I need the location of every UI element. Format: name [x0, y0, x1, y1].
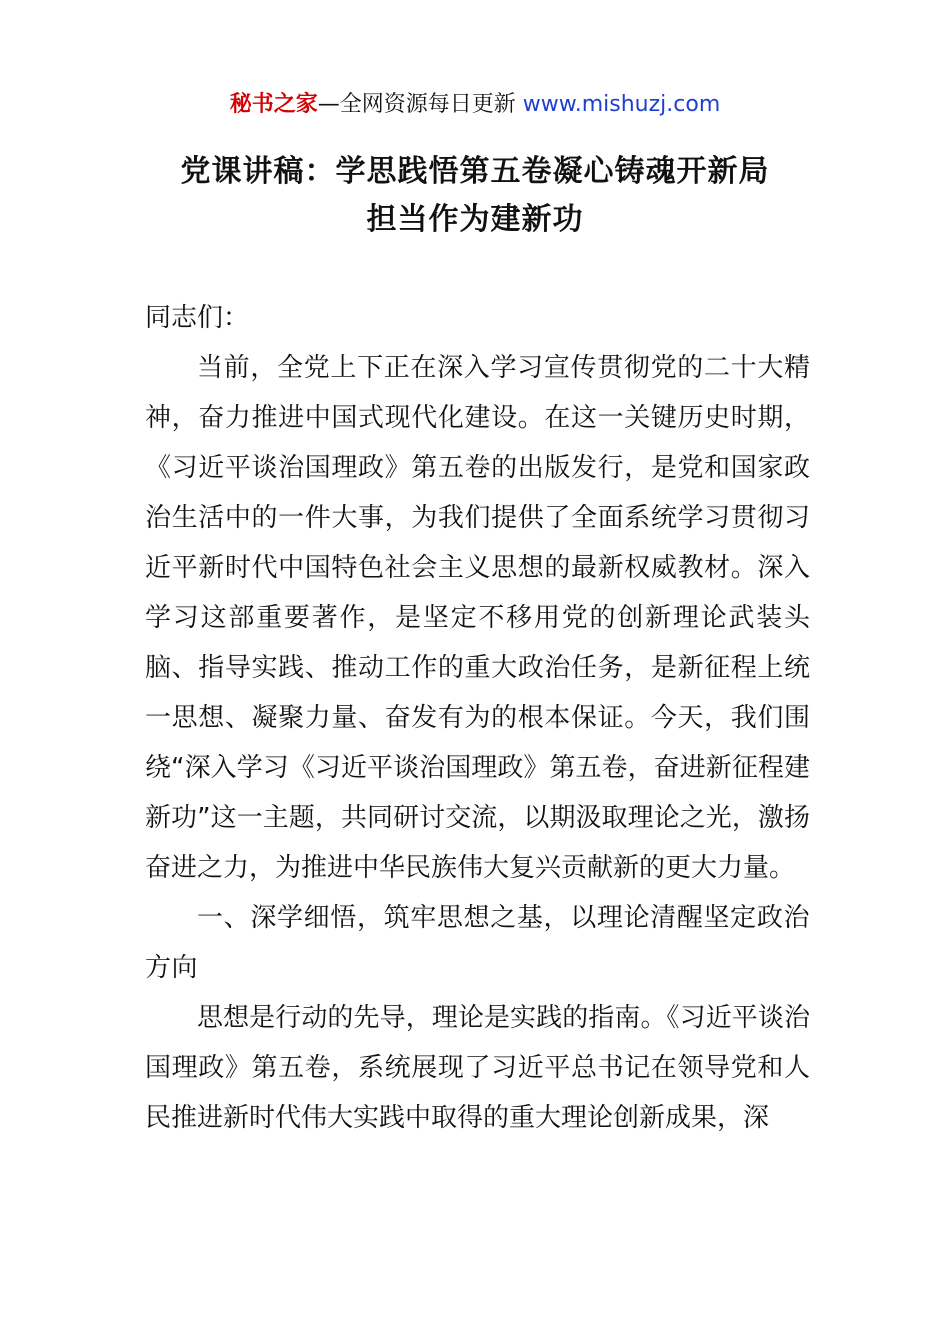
section-heading-1: 一、深学细悟，筑牢思想之基，以理论清醒坚定政治方向 [145, 903, 810, 983]
paragraph-intro: 当前，全党上下正在深入学习宣传贯彻党的二十大精神，奋力推进中国式现代化建设。在这一关键历史时期，《习近平谈治国理政》第五卷的出版发行，是党和国家政治生活中的一件大事，为我们提供了全面系统学习贯彻习近平新时代中国特色社会主义思想的最新权威教材。深入学习这部重要著作，是坚定不移用党的创新理论武装头脑、指导实践、推动工作的重大政治任务，是新征程上统一思想、凝聚力量、奋发有为的根本保证。今天，我们围绕“深入学习《习近平谈治国理政》第五卷，奋进新征程建新功”这一主题，共同研讨交流，以期汲取理论之光，激扬奋进之力，为推进中华民族伟大复兴贡献新的更大力量。 [145, 353, 810, 883]
header-separator: — [317, 92, 340, 117]
title-line-2: 担当作为建新功 [366, 202, 584, 237]
site-tagline: 全网资源每日更新 [339, 92, 516, 117]
document-body [145, 293, 810, 1143]
document-title [0, 148, 950, 244]
site-header [0, 88, 950, 122]
site-brand: 秘书之家 [229, 92, 318, 117]
salutation: 同志们： [145, 303, 250, 333]
paragraph-section-1: 思想是行动的先导，理论是实践的指南。《习近平谈治国理政》第五卷，系统展现了习近平总书记在领导党和人民推进新时代伟大实践中取得的重大理论创新成果，深 [145, 1003, 810, 1133]
site-url-link[interactable]: www.mishuzj.com [522, 92, 721, 117]
title-line-1: 党课讲稿：学思践悟第五卷凝心铸魂开新局 [180, 154, 770, 189]
